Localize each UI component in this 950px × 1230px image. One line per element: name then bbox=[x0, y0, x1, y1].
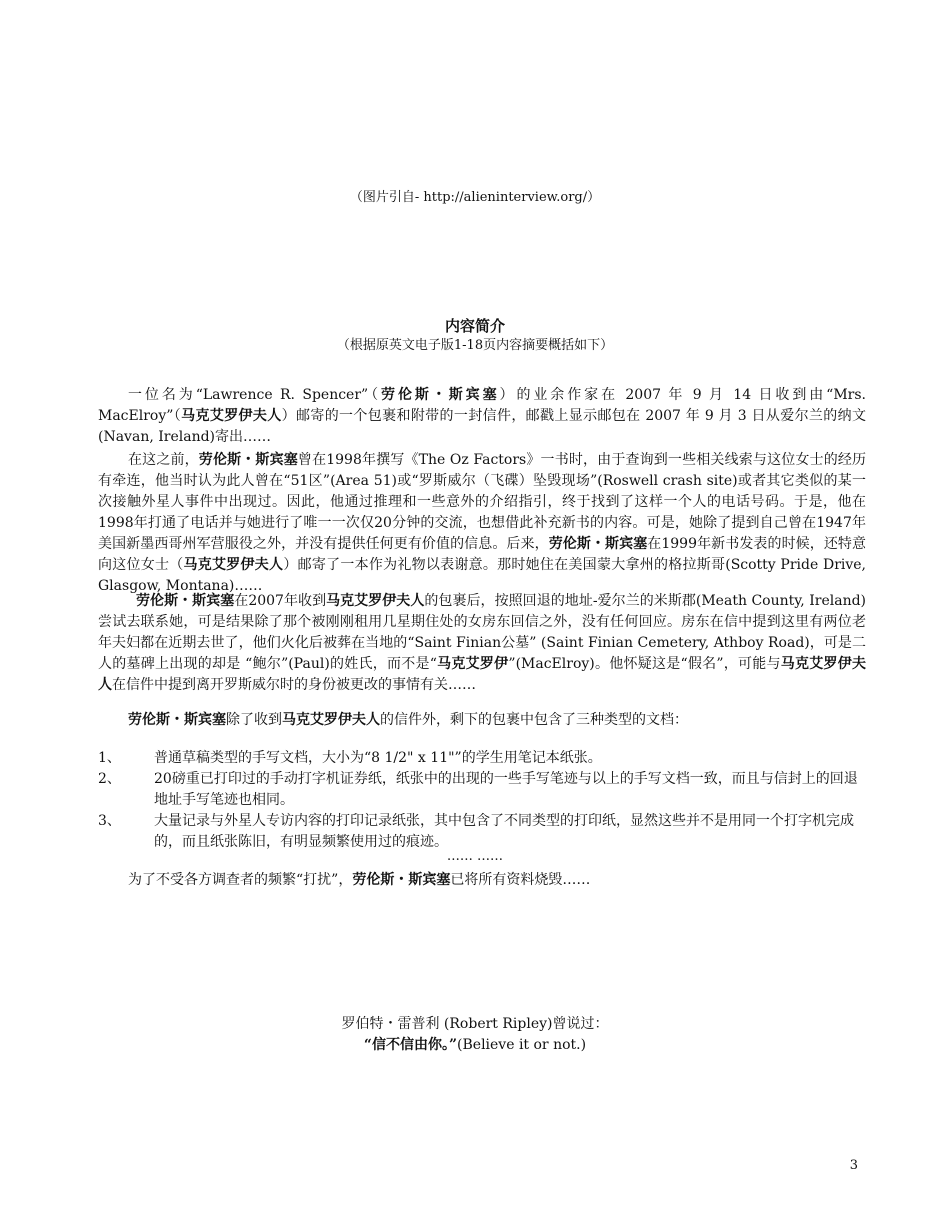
list-item-text: 20磅重已打印过的手动打字机证券纸，纸张中的出现的一些手写笔迹与以上的手写文档一致，而且与信封上的回退地址手写笔迹也相同。 bbox=[154, 771, 858, 808]
bold-name: 劳伦斯・斯宾塞 bbox=[381, 387, 500, 403]
section-title: 内容简介 bbox=[444, 317, 505, 335]
text-run: 在这之前， bbox=[128, 452, 199, 468]
paragraph-1 bbox=[98, 385, 866, 448]
list-item-number: 1、 bbox=[98, 750, 121, 766]
bold-name: 劳伦斯・斯宾塞 bbox=[198, 452, 298, 468]
list-item bbox=[98, 748, 866, 769]
list-item bbox=[98, 811, 866, 853]
bold-name: 劳伦斯・斯宾塞 bbox=[352, 872, 451, 888]
list-item bbox=[98, 769, 866, 811]
bold-name: 马克艾罗伊夫人 bbox=[98, 656, 867, 693]
bold-name: 马克艾罗伊夫人 bbox=[326, 593, 425, 609]
list-item-number: 2、 bbox=[98, 771, 121, 787]
text-run: 在1999年新书发表的时候，还特意向这位女士（ bbox=[98, 536, 866, 573]
bold-name: 马克艾罗伊夫人 bbox=[282, 712, 380, 728]
text-run: ）邮寄的一个包裹和附带的一封信件，邮戳上显示邮包在 2007 年 9 月 3 日从爱尔兰的纳文(Navan, Ireland)寄出…… bbox=[98, 408, 866, 445]
text-run: 曾在1998年撰写《The Oz Factors》一书时，由于查询到一些相关线索与这位女士的经历有牵连，他当时认为此人曾在“51区”(Area 51)或“罗斯威尔（飞碟）坠毁现场”(Roswell crash site)或者其它类似的某一次接触外星人事件中出现过。因此，他通过推理和一些意外的介绍指引，终于找到了这样一个人的电话号码。于是，他在1998年打通了电话并与她进行了唯一一次仅20分钟的交流，也想借此补充新书的内容。可是，她除了提到自己曾在1947年美国新墨西哥州军营服役之外，并没有提供任何更有价值的信息。后来， bbox=[98, 452, 867, 552]
image-credit: （图片引自- http://alieninterview.org/） bbox=[349, 190, 601, 205]
quote-attribution: 罗伯特・雷普利 (Robert Ripley)曾说过： bbox=[341, 1016, 609, 1032]
text-run: 一位名为“Lawrence R. Spencer”（ bbox=[128, 387, 382, 403]
paragraph-2 bbox=[98, 450, 866, 597]
quote-text: “信不信由你。” bbox=[363, 1037, 458, 1053]
text-run: ）邮寄了一本作为礼物以表谢意。那时她住在美国蒙大拿州的格拉斯哥(Scotty Pride Drive, Glasgow, Montana)…… bbox=[98, 557, 867, 594]
text-run: 在信件中提到离开罗斯威尔时的身份被更改的事情有关…… bbox=[112, 677, 476, 693]
closing-paragraph bbox=[98, 870, 866, 891]
bold-name: 马克艾罗伊夫人 bbox=[181, 408, 282, 424]
page-number: 3 bbox=[849, 1158, 858, 1173]
text-run: 的信件外，剩下的包裹中包含了三种类型的文档： bbox=[380, 712, 688, 728]
paragraph-3 bbox=[98, 591, 866, 696]
text-run: 的包裹后，按照回退的地址-爱尔兰的米斯郡(Meath County, Ireland)尝试去联系她，可是结果除了那个被刚刚租用几星期住处的女房东回信之外，没有任何回应。房东在信中提到这里有两位老年夫妇都在近期去世了，他们火化后被葬在当地的“Saint Finian公墓” (Saint Finian Cemetery, Athboy Road)，可是二人的墓碑上出现的却是 “鲍尔”(Paul)的姓氏，而不是“ bbox=[98, 593, 867, 672]
text-run: 在2007年收到 bbox=[234, 593, 327, 609]
paragraph-4 bbox=[98, 710, 866, 731]
text-run: 已将所有资料烧毁…… bbox=[450, 872, 591, 888]
text-run: ”(MacElroy)。他怀疑这是“假名”，可能与 bbox=[508, 656, 781, 672]
list-item-text: 大量记录与外星人专访内容的打印记录纸张，其中包含了不同类型的打印纸，显然这些并不是用同一个打字机完成的，而且纸张陈旧，有明显频繁使用过的痕迹。 bbox=[154, 813, 854, 850]
text-run: ）的业余作家在 2007 年 9 月 14 日收到由“Mrs. MacElroy”（ bbox=[98, 387, 866, 424]
document-type-list bbox=[98, 748, 866, 853]
ellipsis-separator: …… …… bbox=[446, 849, 504, 864]
list-item-number: 3、 bbox=[98, 813, 121, 829]
bold-name: 马克艾罗伊夫人 bbox=[183, 557, 284, 573]
bold-name: 马克艾罗伊 bbox=[436, 656, 509, 672]
text-run: 除了收到 bbox=[226, 712, 282, 728]
section-subtitle: （根据原英文电子版1-18页内容摘要概括如下） bbox=[336, 338, 614, 353]
text-run: 为了不受各方调查者的频繁“打扰”， bbox=[128, 872, 353, 888]
quote-translation: (Believe it or not.) bbox=[457, 1037, 587, 1053]
quote-line bbox=[0, 1034, 950, 1054]
list-item-text: 普通草稿类型的手写文档，大小为“8 1/2" x 11"”的学生用笔记本纸张。 bbox=[154, 750, 602, 766]
bold-name: 劳伦斯・斯宾塞 bbox=[548, 536, 648, 552]
bold-name: 劳伦斯・斯宾塞 bbox=[136, 593, 235, 609]
bold-name: 劳伦斯・斯宾塞 bbox=[128, 712, 226, 728]
